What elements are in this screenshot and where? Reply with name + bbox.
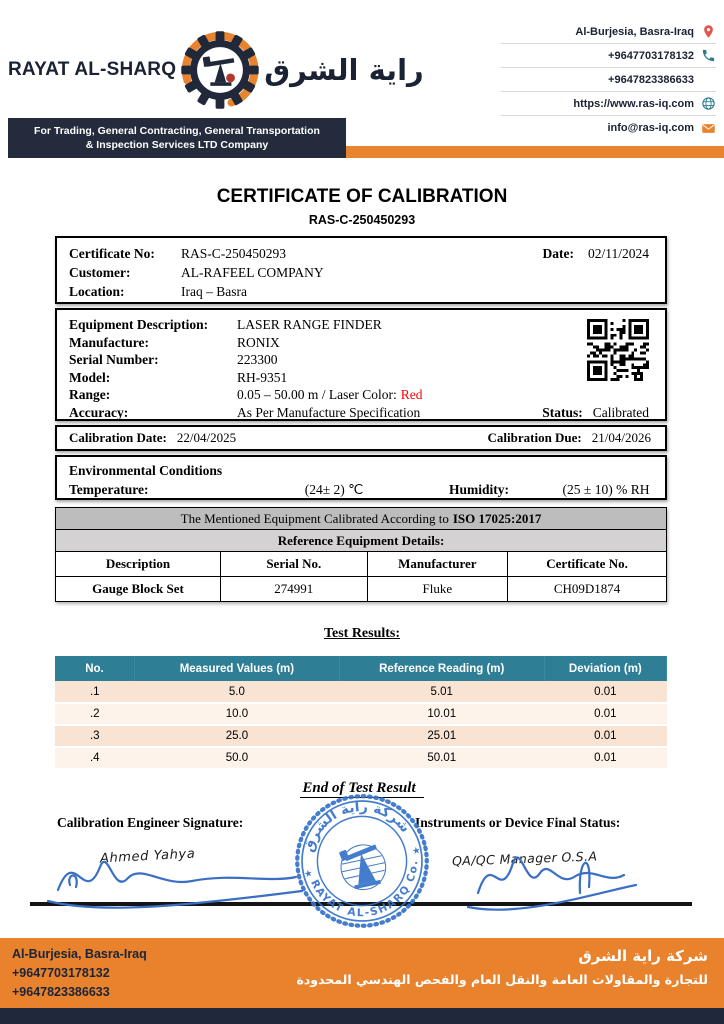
test-row-4-no: .4 — [55, 747, 134, 769]
icon-spacer — [701, 72, 716, 87]
contact-website-text[interactable]: https://www.ras-iq.com — [573, 97, 694, 110]
customer-value: AL-RAFEEL COMPANY — [181, 265, 324, 280]
footer-arabic-block — [297, 947, 709, 987]
contact-phone-1-text: +9647703178132 — [608, 49, 694, 62]
test-row-1-deviation: 0.01 — [544, 681, 666, 703]
contact-website[interactable] — [501, 92, 716, 116]
serial-number-value: 223300 — [237, 352, 278, 367]
reference-data-row — [56, 577, 667, 602]
date-label: Date: — [542, 246, 574, 261]
stamp-english-text: RAYAT AL-SHARQ Co. — [308, 859, 421, 920]
serial-number-label: Serial Number: — [69, 352, 159, 367]
footer — [0, 938, 724, 1008]
end-of-test-result: End of Test Result — [0, 780, 724, 797]
location-pin-icon — [701, 24, 716, 39]
location-row — [69, 282, 653, 301]
qr-code — [587, 319, 649, 381]
test-row-2-measured: 10.0 — [134, 703, 339, 725]
model-value: RH-9351 — [237, 369, 288, 385]
test-results-table — [55, 656, 667, 770]
engineer-name: Ahmed Yahya — [99, 846, 196, 867]
humidity-value: (25 ± 10) % RH — [562, 482, 650, 497]
test-row-4 — [55, 747, 667, 769]
test-row-1 — [55, 681, 667, 703]
contact-list — [501, 20, 716, 140]
model-label: Model: — [69, 369, 111, 385]
test-row-3 — [55, 725, 667, 747]
test-row-4-deviation: 0.01 — [544, 747, 666, 769]
temperature-value: (24± 2) ℃ — [304, 482, 364, 497]
date-value: 02/11/2024 — [587, 246, 649, 261]
footer-tagline-ar: للتجارة والمقاولات العامة والنقل العام والفحص الهندسي المحدودة — [296, 972, 708, 987]
stamp-star-right: ★ — [411, 844, 422, 858]
phone-icon — [701, 48, 716, 63]
col-deviation: Deviation (m) — [544, 656, 666, 681]
equipment-description-value: LASER RANGE FINDER — [237, 317, 382, 332]
footer-phone-1: +9647703178132 — [12, 966, 110, 980]
range-value: 0.05 – 50.00 m / Laser Color: — [237, 387, 397, 402]
environmental-conditions-row — [69, 480, 653, 499]
calibration-date-label: Calibration Date: — [69, 430, 167, 445]
test-row-2-reference: 10.01 — [339, 703, 544, 725]
logo-block — [8, 26, 424, 114]
status-label: Status: — [542, 404, 583, 420]
certificate-no-value: RAS-C-250450293 — [181, 246, 287, 261]
ref-manufacturer-value: Fluke — [367, 577, 508, 602]
humidity-label: Humidity: — [449, 482, 510, 497]
iso-standard: ISO 17025:2017 — [452, 510, 542, 526]
ref-serial-value: 274991 — [220, 577, 367, 602]
manufacture-value: RONIX — [237, 334, 280, 350]
ref-col-manufacturer: Manufacturer — [367, 552, 508, 577]
test-row-2 — [55, 703, 667, 725]
certificate-info-box — [55, 236, 667, 304]
calibration-due-value: 21/04/2026 — [591, 430, 651, 445]
contact-phone-1 — [501, 44, 716, 68]
test-row-3-deviation: 0.01 — [544, 725, 666, 747]
test-row-3-no: .3 — [55, 725, 134, 747]
customer-row — [69, 263, 653, 282]
reference-details-subtitle: Reference Equipment Details: — [56, 530, 667, 552]
ref-col-serial: Serial No. — [220, 552, 367, 577]
engineer-signature-label: Calibration Engineer Signature: — [57, 815, 244, 830]
bottom-navy-bar — [0, 1008, 724, 1024]
footer-phone-2: +9647823386633 — [12, 985, 110, 999]
stamp-star-left: ★ — [303, 867, 314, 881]
contact-phone-2 — [501, 68, 716, 92]
certificate-ref-number: RAS-C-250450293 — [308, 213, 416, 227]
test-row-2-no: .2 — [55, 703, 134, 725]
reference-equipment-table — [55, 507, 667, 602]
final-status-label: Instruments or Device Final Status: — [415, 815, 621, 830]
col-no: No. — [55, 656, 134, 681]
tagline-line1: For Trading, General Contracting, General Transportation — [34, 125, 320, 137]
tagline-banner — [8, 118, 346, 158]
company-stamp — [280, 779, 444, 943]
certificate-no-label: Certificate No: — [69, 246, 155, 261]
serial-number-row — [69, 351, 653, 369]
accuracy-value: As Per Manufacture Specification — [237, 404, 421, 420]
calibration-date-group — [69, 430, 236, 446]
company-name-ar: راية الشرق — [264, 53, 424, 87]
certificate-no-row — [69, 244, 653, 263]
contact-address-text: Al-Burjesia, Basra-Iraq — [575, 25, 694, 38]
company-name-en: RAYAT AL-SHARQ — [8, 59, 177, 80]
ref-col-certificate: Certificate No. — [508, 552, 667, 577]
calibration-date-value: 22/04/2025 — [176, 430, 237, 445]
footer-company-name-ar: شركة راية الشرق — [578, 947, 708, 965]
equipment-box — [55, 308, 667, 421]
ref-description-value: Gauge Block Set — [56, 577, 221, 602]
location-value: Iraq – Basra — [181, 284, 247, 299]
calibration-dates-box — [55, 425, 667, 451]
environmental-conditions-box — [55, 455, 667, 500]
equipment-description-label: Equipment Description: — [69, 317, 209, 332]
test-row-1-reference: 5.01 — [339, 681, 544, 703]
globe-icon — [701, 96, 716, 111]
test-row-3-reference: 25.01 — [339, 725, 544, 747]
manufacture-row — [69, 334, 653, 352]
environmental-conditions-title: Environmental Conditions — [69, 463, 223, 478]
date-group — [543, 244, 654, 263]
test-row-4-measured: 50.0 — [134, 747, 339, 769]
stamp-arabic-text: شركة راية الشرق — [300, 799, 414, 854]
customer-label: Customer: — [69, 265, 131, 280]
temperature-label: Temperature: — [69, 482, 149, 497]
test-row-4-reference: 50.01 — [339, 747, 544, 769]
range-row — [69, 386, 653, 404]
reference-header-row — [56, 552, 667, 577]
accuracy-label: Accuracy: — [69, 404, 129, 420]
test-results-header-row — [55, 656, 667, 681]
col-measured: Measured Values (m) — [134, 656, 339, 681]
calibration-due-label: Calibration Due: — [487, 430, 582, 445]
footer-contact-block — [12, 945, 147, 1002]
laser-color-value: Red — [400, 387, 423, 402]
certificate-title: CERTIFICATE OF CALIBRATION — [216, 186, 508, 207]
location-label: Location: — [69, 284, 125, 299]
manufacture-label: Manufacture: — [69, 334, 149, 350]
range-label: Range: — [69, 387, 111, 402]
col-reference: Reference Reading (m) — [339, 656, 544, 681]
contact-email-text[interactable]: info@ras-iq.com — [607, 122, 694, 134]
footer-address: Al-Burjesia, Basra-Iraq — [12, 947, 147, 961]
ref-certificate-value: CH09D1874 — [508, 577, 667, 602]
ref-col-description: Description — [56, 552, 221, 577]
orange-accent-bar — [346, 146, 724, 158]
contact-phone-2-text: +9647823386633 — [608, 73, 694, 86]
contact-address — [501, 20, 716, 44]
qa-qc-manager-name: QA/QC Manager O.S.A — [451, 848, 598, 869]
tagline-line2: & Inspection Services LTD Company — [85, 139, 269, 151]
iso-statement-row — [56, 508, 667, 530]
email-icon — [701, 121, 716, 136]
iso-statement-prefix: The Mentioned Equipment Calibrated According to — [180, 510, 449, 526]
reference-details-subtitle-row — [56, 530, 667, 552]
status-group — [542, 404, 653, 422]
test-row-1-no: .1 — [55, 681, 134, 703]
status-value: Calibrated — [592, 404, 649, 420]
test-row-2-deviation: 0.01 — [544, 703, 666, 725]
calibration-due-group — [488, 430, 653, 446]
model-row — [69, 369, 653, 387]
test-row-3-measured: 25.0 — [134, 725, 339, 747]
test-row-1-measured: 5.0 — [134, 681, 339, 703]
accuracy-row — [69, 404, 653, 422]
equipment-description-row — [69, 316, 653, 334]
test-results-title: Test Results: — [323, 626, 401, 641]
company-logo-gear-icon — [176, 26, 264, 114]
contact-email[interactable] — [501, 116, 716, 140]
iso-statement — [56, 508, 667, 530]
